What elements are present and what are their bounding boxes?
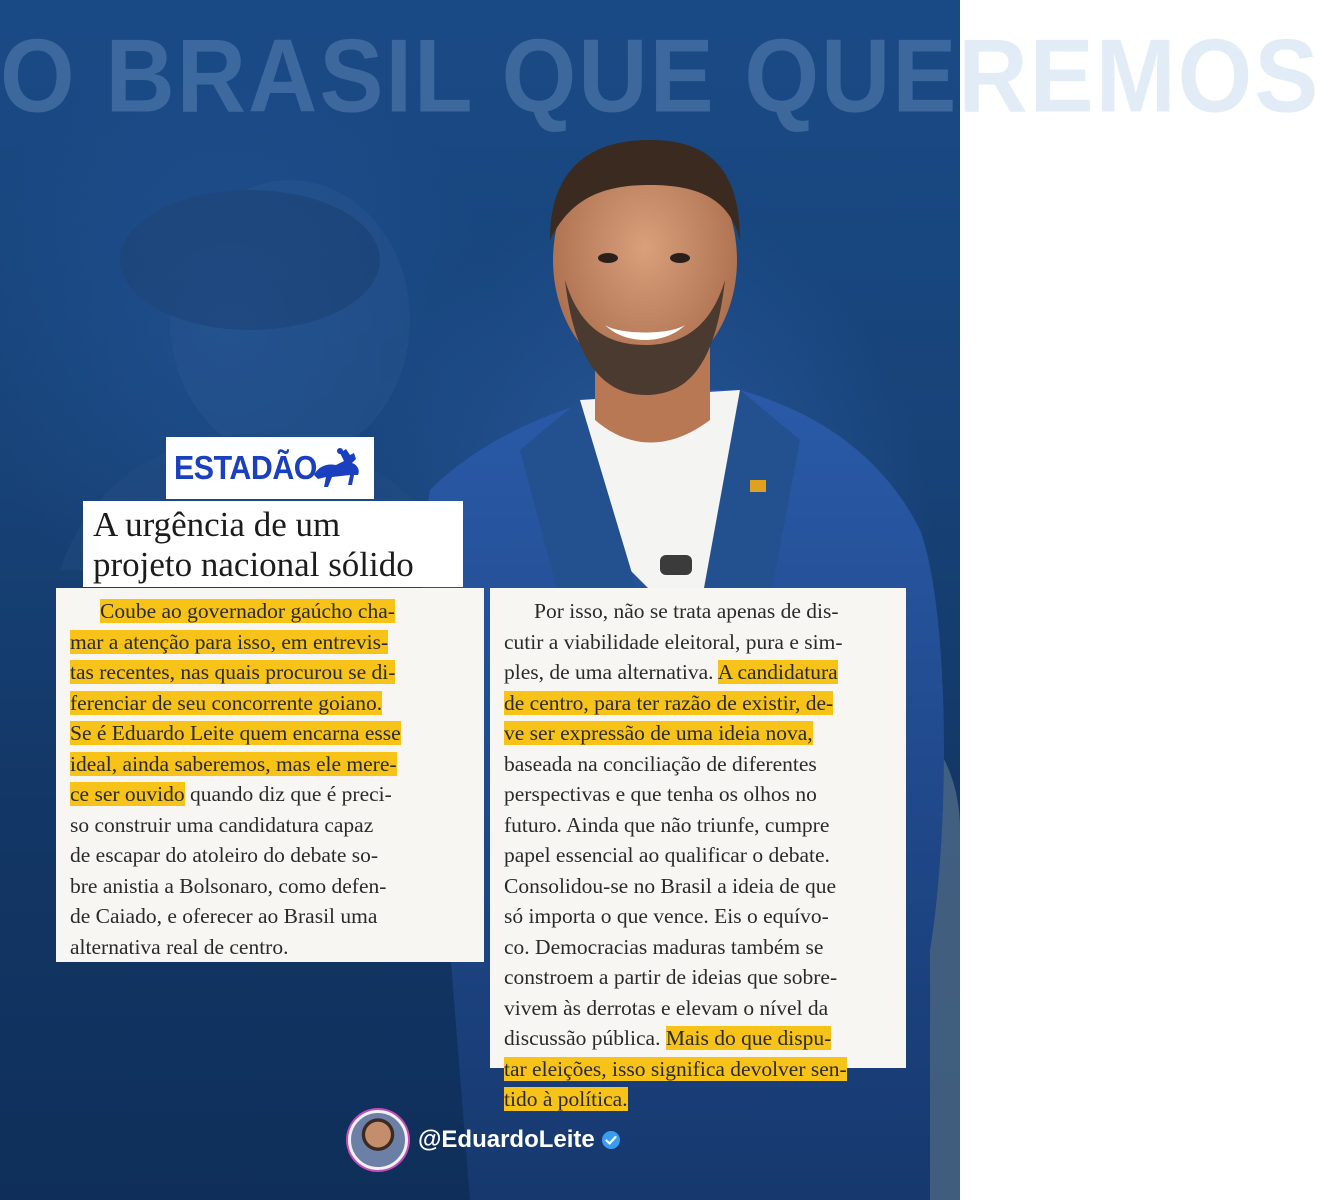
logo-text: ESTADÃO (174, 449, 317, 486)
article-text: perspectivas e que tenha os olhos no (504, 782, 817, 806)
highlighted-text: Mais do que dispu- (665, 1026, 832, 1050)
highlighted-text: ideal, ainda saberemos, mas ele mere- (70, 751, 397, 776)
article-line (504, 932, 896, 963)
headline: O BRASIL QUE QUEREMOS (0, 18, 1320, 135)
verified-badge-icon (601, 1130, 621, 1150)
article-line (504, 749, 896, 780)
highlighted-text: A candidatura (717, 660, 838, 684)
article-text: bre anistia a Bolsonaro, como defen- (70, 873, 387, 898)
article-text: Consolidou-se no Brasil a ideia de que (504, 873, 836, 898)
avatar (348, 1110, 408, 1170)
article-line (70, 871, 474, 902)
article-line (70, 627, 474, 658)
estadao-logo (166, 437, 374, 499)
article-line (504, 871, 896, 902)
article-line (504, 1023, 896, 1054)
article-text: so construir uma candidatura capaz (70, 812, 374, 837)
article-text: alternativa real de centro. (70, 934, 289, 959)
highlighted-text: tido à política. (504, 1087, 628, 1111)
highlighted-text: de centro, para ter razão de existir, de- (504, 690, 834, 715)
article-line (504, 840, 896, 871)
article-text: ples, de uma alternativa. (504, 660, 718, 684)
article-line (70, 840, 474, 871)
profile-handle: @EduardoLeite (418, 1126, 595, 1153)
article-line (70, 810, 474, 841)
article-text: co. Democracias maduras também se (504, 934, 824, 959)
article-text: discussão pública. (504, 1026, 666, 1050)
article-text: papel essencial ao qualificar o debate. (504, 843, 830, 867)
profile-handle-bar (348, 1108, 621, 1172)
article-line (70, 596, 474, 627)
highlighted-text: mar a atenção para isso, em entrevis- (70, 629, 389, 654)
article-title (83, 501, 463, 587)
article-line (70, 749, 474, 780)
article-text: só importa o que vence. Eis o equívo- (504, 904, 829, 928)
highlighted-text: tas recentes, nas quais procurou se di- (70, 660, 396, 684)
article-text: cutir a viabilidade eleitoral, pura e sim- (504, 629, 843, 654)
highlighted-text: ve ser expressão de uma ideia nova, (504, 721, 813, 745)
article-line (70, 779, 474, 810)
highlighted-text: tar eleições, isso significa devolver sen- (504, 1056, 847, 1081)
title-line: A urgência de um (93, 505, 341, 544)
article-text: de Caiado, e oferecer ao Brasil uma (70, 904, 378, 928)
article-line (504, 688, 896, 719)
article-line (504, 1054, 896, 1085)
article-clip-right (490, 588, 906, 1111)
highlighted-text: Coube ao governador gaúcho cha- (100, 599, 395, 623)
article-line (504, 596, 896, 627)
article-text: de escapar do atoleiro do debate so- (70, 843, 379, 867)
article-text: baseada na conciliação de diferentes (504, 751, 817, 776)
article-line (70, 901, 474, 932)
article-line (70, 932, 474, 963)
article-clip-left (56, 588, 484, 962)
article-line (504, 718, 896, 749)
article-line (70, 718, 474, 749)
highlighted-text: ferenciar de seu concorrente goiano. (70, 690, 383, 715)
article-line (504, 901, 896, 932)
highlighted-text: Se é Eduardo Leite quem encarna esse (70, 721, 401, 745)
article-text: vivem às derrotas e elevam o nível da (504, 995, 829, 1020)
article-line (504, 810, 896, 841)
title-line: projeto nacional sólido (93, 545, 414, 584)
article-line (504, 993, 896, 1024)
article-line (504, 962, 896, 993)
article-line (70, 688, 474, 719)
article-text: futuro. Ainda que não triunfe, cumpre (504, 812, 830, 837)
article-line (504, 657, 896, 688)
horse-rider-icon (310, 445, 364, 491)
article-line (70, 657, 474, 688)
article-line (504, 627, 896, 658)
article-text: Por isso, não se trata apenas de dis- (534, 599, 839, 623)
article-line (504, 779, 896, 810)
article-text: constroem a partir de ideias que sobre- (504, 965, 838, 989)
article-text: quando diz que é preci- (184, 782, 392, 806)
highlighted-text: ce ser ouvido (70, 782, 185, 806)
